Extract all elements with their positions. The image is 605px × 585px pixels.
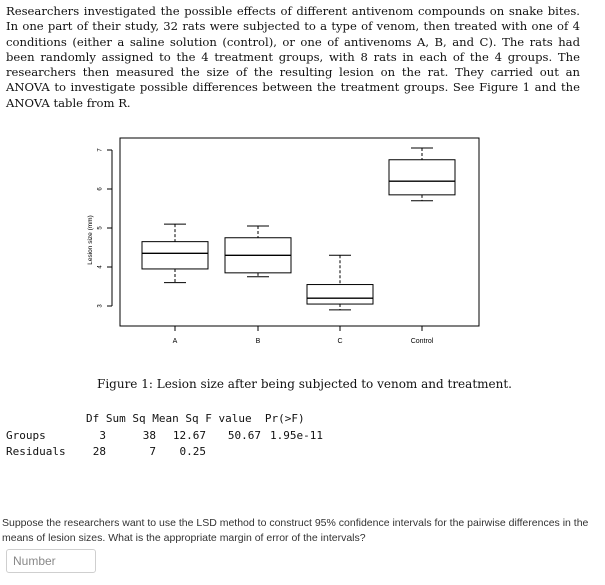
y-axis-label: Lesion size (mm) [87,215,94,265]
anova-cell-meansq: 12.67 [172,428,206,442]
anova-row-label: Residuals [6,445,66,458]
anova-header-p: Pr(>F) [264,412,305,425]
anova-cell-meansq: 0.25 [179,445,206,458]
x-tick-label: A [172,338,178,345]
anova-cell-p: 1.95e-11 [270,428,323,442]
y-tick-label: 6 [97,187,104,191]
anova-cell-df: 28 [92,445,106,458]
box-iqr [389,160,455,195]
anova-cell-f: 50.67 [227,428,261,442]
x-tick-label: C [337,338,343,345]
anova-cell-df: 3 [99,428,106,442]
y-tick-label: 5 [97,226,104,230]
anova-row-label: Groups [6,428,46,442]
anova-cell-sumsq: 7 [149,445,156,458]
anova-table [6,411,323,461]
anova-header-meansq: Mean Sq [152,412,199,425]
y-tick-label: 7 [97,148,104,152]
question-text: Suppose the researchers want to use the LSD method to construct 95% confidence intervals for the pairwise differences in the means of lesion sizes. What is the appropriate margin of error of the intervals? [2,517,589,544]
anova-cell-sumsq: 38 [142,428,156,442]
box-iqr [307,285,373,305]
anova-header-sumsq: Sum Sq [105,412,146,425]
x-tick-label: B [255,338,261,345]
y-tick-label: 4 [97,265,104,269]
answer-number-input[interactable] [6,549,96,573]
intro-paragraph: Researchers investigated the possible effects of different antivenom compounds on snake bites. In one part of their study, 32 rats were subjected to a type of venom, then treated with one of 4 conditions (either a saline solution (control), or one of antivenoms A, B, and C). The rats had been randomly assigned to the 4 treatment groups, with 8 rats in each of the 4 groups. The researchers then measured the size of the resulting lesion on the rat. They carried out an ANOVA to investigate possible differences between the treatment groups. See Figure 1 and the ANOVA table from R. [6,4,580,110]
figure-caption: Figure 1: Lesion size after being subjected to venom and treatment. [97,377,512,391]
x-tick-label: Control [410,338,434,345]
anova-header-df: Df [86,412,100,425]
anova-header-fvalue: F value [205,412,252,425]
box-iqr [142,242,208,269]
y-tick-label: 3 [97,304,104,308]
